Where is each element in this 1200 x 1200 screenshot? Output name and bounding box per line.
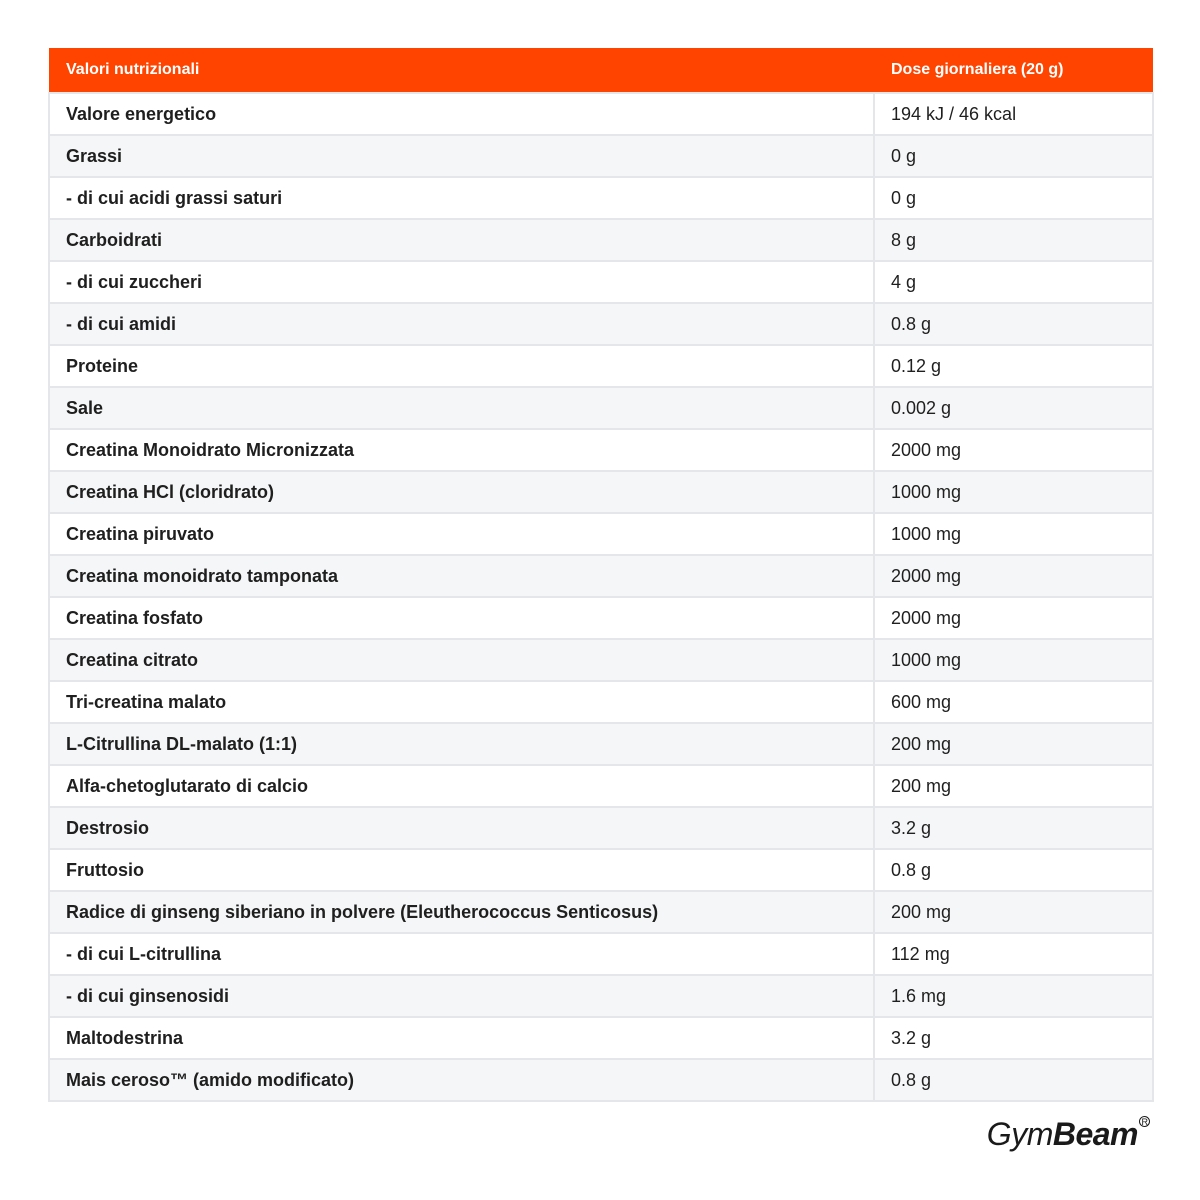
nutrient-value: 1.6 mg	[874, 975, 1153, 1017]
nutrient-name: Maltodestrina	[49, 1017, 874, 1059]
table-row	[49, 681, 1153, 723]
table-row	[49, 513, 1153, 555]
table-row	[49, 723, 1153, 765]
nutrient-value: 194 kJ / 46 kcal	[874, 93, 1153, 135]
nutrient-name: Fruttosio	[49, 849, 874, 891]
nutrient-value: 600 mg	[874, 681, 1153, 723]
table-row	[49, 429, 1153, 471]
table-row	[49, 1017, 1153, 1059]
table-header-row	[49, 48, 1153, 93]
nutrient-name: Valore energetico	[49, 93, 874, 135]
nutrient-name: Proteine	[49, 345, 874, 387]
table-row	[49, 1059, 1153, 1101]
nutrient-name: L-Citrullina DL-malato (1:1)	[49, 723, 874, 765]
nutrient-name: - di cui zuccheri	[49, 261, 874, 303]
table-row	[49, 933, 1153, 975]
nutrient-name: Alfa-chetoglutarato di calcio	[49, 765, 874, 807]
nutrient-name: Creatina monoidrato tamponata	[49, 555, 874, 597]
nutrient-value: 0.8 g	[874, 849, 1153, 891]
table-row	[49, 261, 1153, 303]
nutrient-value: 200 mg	[874, 765, 1153, 807]
gymbeam-logo	[987, 1114, 1150, 1154]
table-row	[49, 219, 1153, 261]
nutrient-value: 3.2 g	[874, 807, 1153, 849]
nutrient-value: 2000 mg	[874, 555, 1153, 597]
table-row	[49, 303, 1153, 345]
nutrient-name: - di cui acidi grassi saturi	[49, 177, 874, 219]
nutrient-value: 0 g	[874, 135, 1153, 177]
nutrient-value: 1000 mg	[874, 513, 1153, 555]
nutrient-name: Mais ceroso™ (amido modificato)	[49, 1059, 874, 1101]
nutrient-value: 1000 mg	[874, 471, 1153, 513]
table-row	[49, 345, 1153, 387]
nutrient-value: 112 mg	[874, 933, 1153, 975]
nutrient-name: Carboidrati	[49, 219, 874, 261]
nutrient-value: 3.2 g	[874, 1017, 1153, 1059]
table-row	[49, 639, 1153, 681]
nutrient-value: 0.8 g	[874, 303, 1153, 345]
nutrient-name: Grassi	[49, 135, 874, 177]
nutrient-value: 1000 mg	[874, 639, 1153, 681]
registered-mark-icon: R	[1139, 1116, 1150, 1127]
table-row	[49, 849, 1153, 891]
nutrient-name: - di cui amidi	[49, 303, 874, 345]
nutrient-name: Tri-creatina malato	[49, 681, 874, 723]
logo-text-beam: Beam	[1052, 1116, 1138, 1152]
nutrient-name: Radice di ginseng siberiano in polvere (Eleutherococcus Senticosus)	[49, 891, 874, 933]
table-body	[49, 93, 1153, 1101]
nutrient-name: Creatina HCl (cloridrato)	[49, 471, 874, 513]
nutrient-value: 2000 mg	[874, 597, 1153, 639]
nutrient-name: Creatina citrato	[49, 639, 874, 681]
nutrient-name: Sale	[49, 387, 874, 429]
table-row	[49, 597, 1153, 639]
table-row	[49, 555, 1153, 597]
nutrient-value: 200 mg	[874, 723, 1153, 765]
nutrient-value: 0.002 g	[874, 387, 1153, 429]
logo-text-gym: Gym	[986, 1116, 1053, 1152]
nutrient-name: - di cui L-citrullina	[49, 933, 874, 975]
nutrient-value: 0 g	[874, 177, 1153, 219]
nutrition-table	[48, 48, 1154, 1102]
table-row	[49, 93, 1153, 135]
nutrient-name: Destrosio	[49, 807, 874, 849]
nutrient-value: 4 g	[874, 261, 1153, 303]
table-row	[49, 387, 1153, 429]
nutrient-value: 2000 mg	[874, 429, 1153, 471]
nutrient-name: Creatina fosfato	[49, 597, 874, 639]
nutrient-value: 0.12 g	[874, 345, 1153, 387]
table-row	[49, 975, 1153, 1017]
table-row	[49, 807, 1153, 849]
table-row	[49, 471, 1153, 513]
nutrient-value: 200 mg	[874, 891, 1153, 933]
nutrient-name: Creatina piruvato	[49, 513, 874, 555]
header-daily-dose: Dose giornaliera (20 g)	[874, 48, 1153, 93]
table-row	[49, 177, 1153, 219]
nutrient-value: 0.8 g	[874, 1059, 1153, 1101]
table-row	[49, 891, 1153, 933]
nutrient-name: Creatina Monoidrato Micronizzata	[49, 429, 874, 471]
nutrient-name: - di cui ginsenosidi	[49, 975, 874, 1017]
header-nutrient: Valori nutrizionali	[49, 48, 874, 93]
nutrient-value: 8 g	[874, 219, 1153, 261]
table-row	[49, 765, 1153, 807]
table-row	[49, 135, 1153, 177]
